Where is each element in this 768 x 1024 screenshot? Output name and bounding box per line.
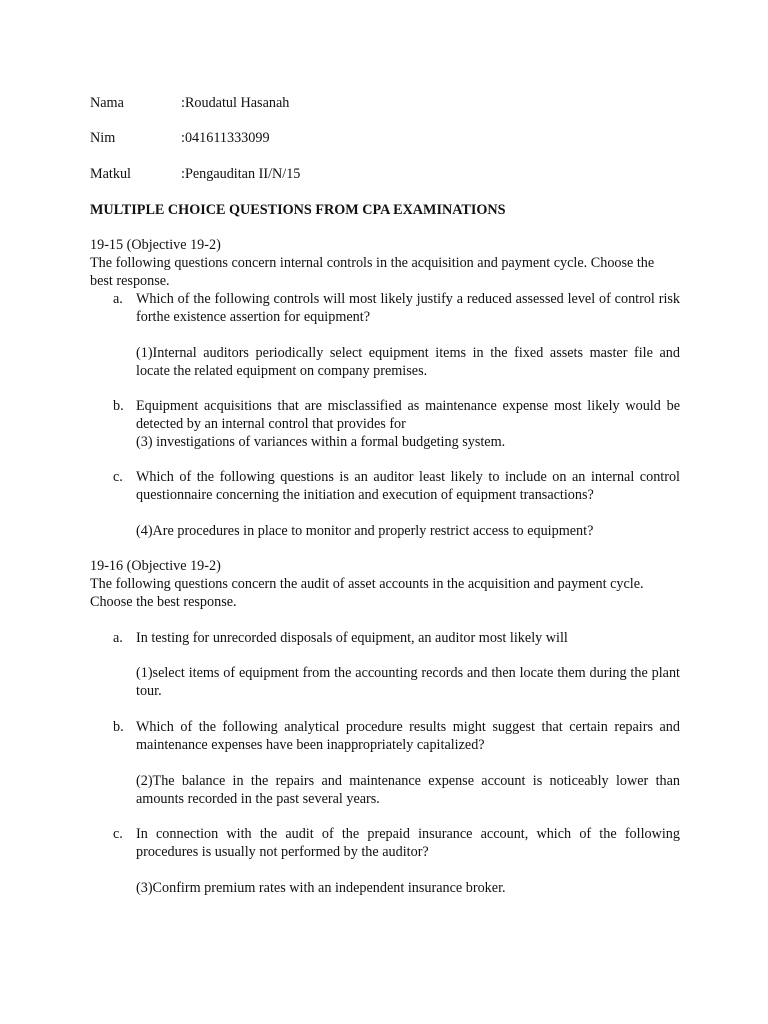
s2-item-b-marker: b.	[113, 719, 124, 735]
section2-intro: The following questions concern the audit of asset accounts in the acquisition and payment cycle. Choose the best response.	[90, 576, 644, 610]
s2-item-a-question: In testing for unrecorded disposals of equipment, an auditor most likely will	[136, 630, 568, 646]
name-label: Nama	[90, 95, 124, 111]
nim-value: :041611333099	[181, 130, 270, 146]
s2-item-b-question: Which of the following analytical procedure results might suggest that certain repairs and maintenance expenses have been inappropriately capitalized?	[136, 719, 680, 753]
s2-item-a-answer: (1)select items of equipment from the accounting records and then locate them during the plant tour.	[136, 665, 680, 699]
s2-item-a-marker: a.	[113, 630, 123, 646]
s2-item-c-answer: (3)Confirm premium rates with an independent insurance broker.	[136, 880, 506, 896]
s2-item-b-answer: (2)The balance in the repairs and maintenance expense account is noticeably lower than amounts recorded in the past several years.	[136, 773, 680, 807]
matkul-value: :Pengauditan II/N/15	[181, 166, 301, 182]
section1-heading: 19-15 (Objective 19-2)	[90, 237, 221, 253]
s1-item-c-answer: (4)Are procedures in place to monitor and properly restrict access to equipment?	[136, 523, 594, 539]
s1-item-b-answer: (3) investigations of variances within a formal budgeting system.	[136, 434, 506, 450]
section2-heading: 19-16 (Objective 19-2)	[90, 558, 221, 574]
s1-item-c-question: Which of the following questions is an auditor least likely to include on an internal control questionnaire concerning the initiation and execution of equipment transactions?	[136, 469, 680, 503]
document-title: MULTIPLE CHOICE QUESTIONS FROM CPA EXAMINATIONS	[90, 202, 506, 218]
s1-item-b-marker: b.	[113, 398, 124, 414]
matkul-label: Matkul	[90, 166, 131, 182]
s1-item-c-marker: c.	[113, 469, 123, 485]
s2-item-c-marker: c.	[113, 826, 123, 842]
section1-intro: The following questions concern internal controls in the acquisition and payment cycle. Choose the best response.	[90, 255, 655, 289]
s2-item-c-question: In connection with the audit of the prepaid insurance account, which of the following procedures is usually not performed by the auditor?	[136, 826, 680, 860]
name-value: :Roudatul Hasanah	[181, 95, 290, 111]
nim-label: Nim	[90, 130, 116, 146]
s1-item-b-question: Equipment acquisitions that are misclassified as maintenance expense most likely would be detected by an internal control that provides for	[136, 398, 680, 432]
s1-item-a-question: Which of the following controls will most likely justify a reduced assessed level of control risk forthe existence assertion for equipment?	[136, 291, 680, 325]
s1-item-a-marker: a.	[113, 291, 123, 307]
s1-item-a-answer: (1)Internal auditors periodically select equipment items in the fixed assets master file and locate the related equipment on company premises.	[136, 345, 680, 379]
